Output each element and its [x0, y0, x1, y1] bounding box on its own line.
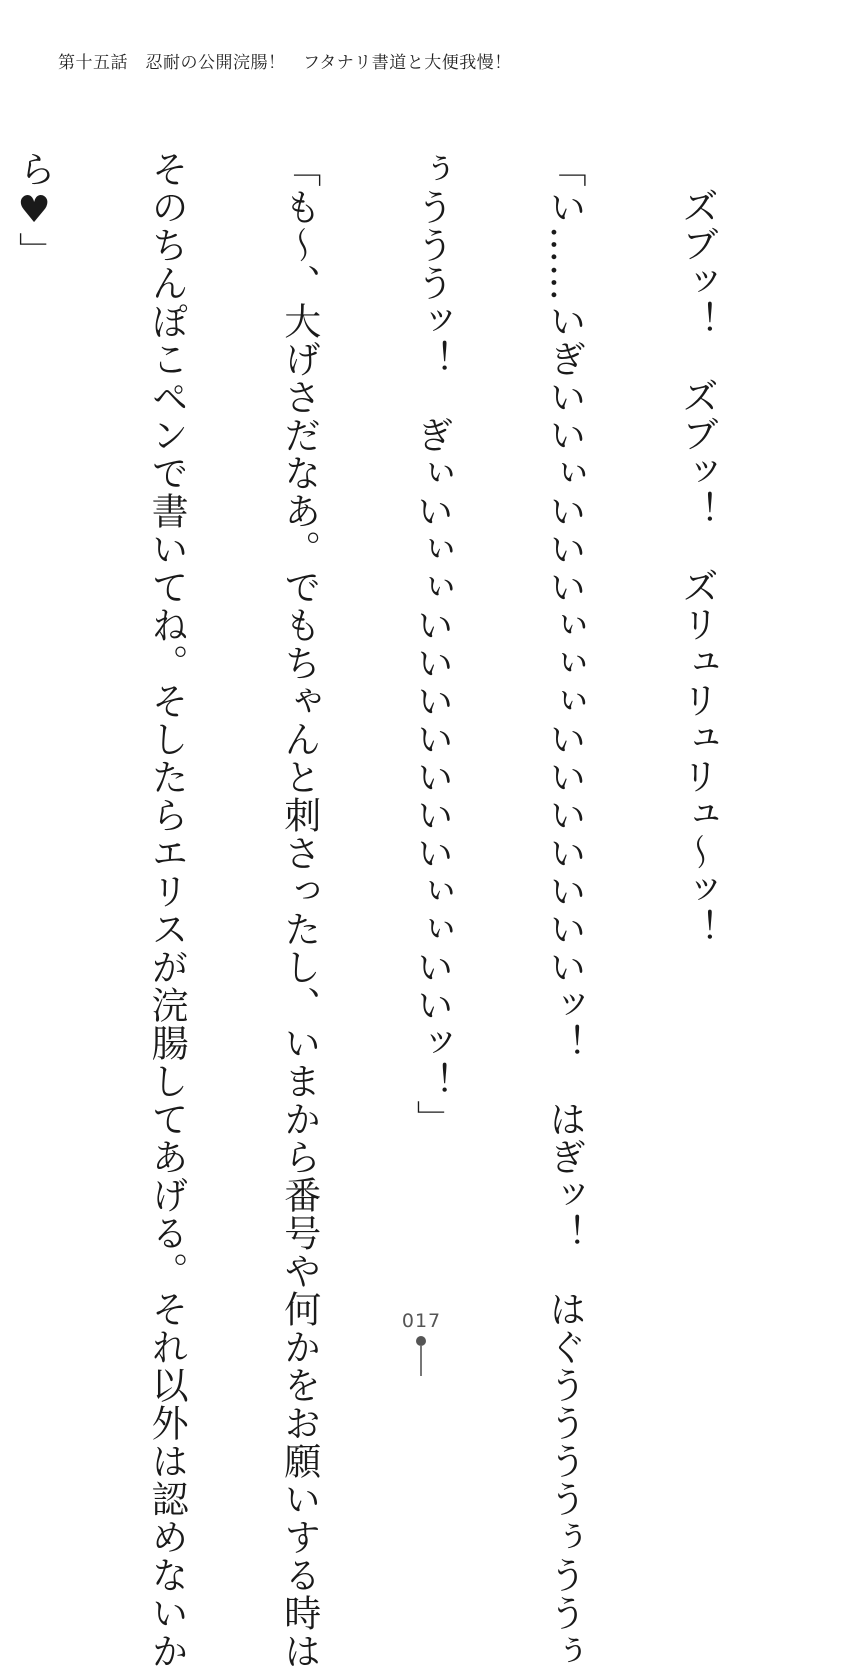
text-line: 「い……いぎいいぃいいいぃぃぃいいいいいいいッ！ はぎッ！ はぐううううぅううぅ: [542, 150, 586, 1670]
text-line: ら♥」: [12, 150, 56, 270]
running-header: 第十五話 忍耐の公開浣腸！ フタナリ書道と大便我慢！: [58, 53, 512, 73]
text-line: ズブッ！ ズブッ！ ズリュリュリュ〜ッ！: [675, 187, 719, 947]
page-number: 017: [401, 1310, 442, 1332]
text-line: そのちんぽこペンで書いてね。そしたらエリスが浣腸してあげる。それ以外は認めないか: [145, 150, 189, 1670]
folio-ornament-dot: [416, 1336, 426, 1346]
text-line: 「も〜、大げさだなあ。でもちゃんと刺さったし、いまから番号や何かをお願いする時は: [277, 150, 321, 1670]
text-line: ぅうううッ！ ぎぃいぃぃいいいいいいいぃぃいいッ！」: [410, 150, 454, 1138]
folio-ornament-line: [420, 1346, 422, 1376]
